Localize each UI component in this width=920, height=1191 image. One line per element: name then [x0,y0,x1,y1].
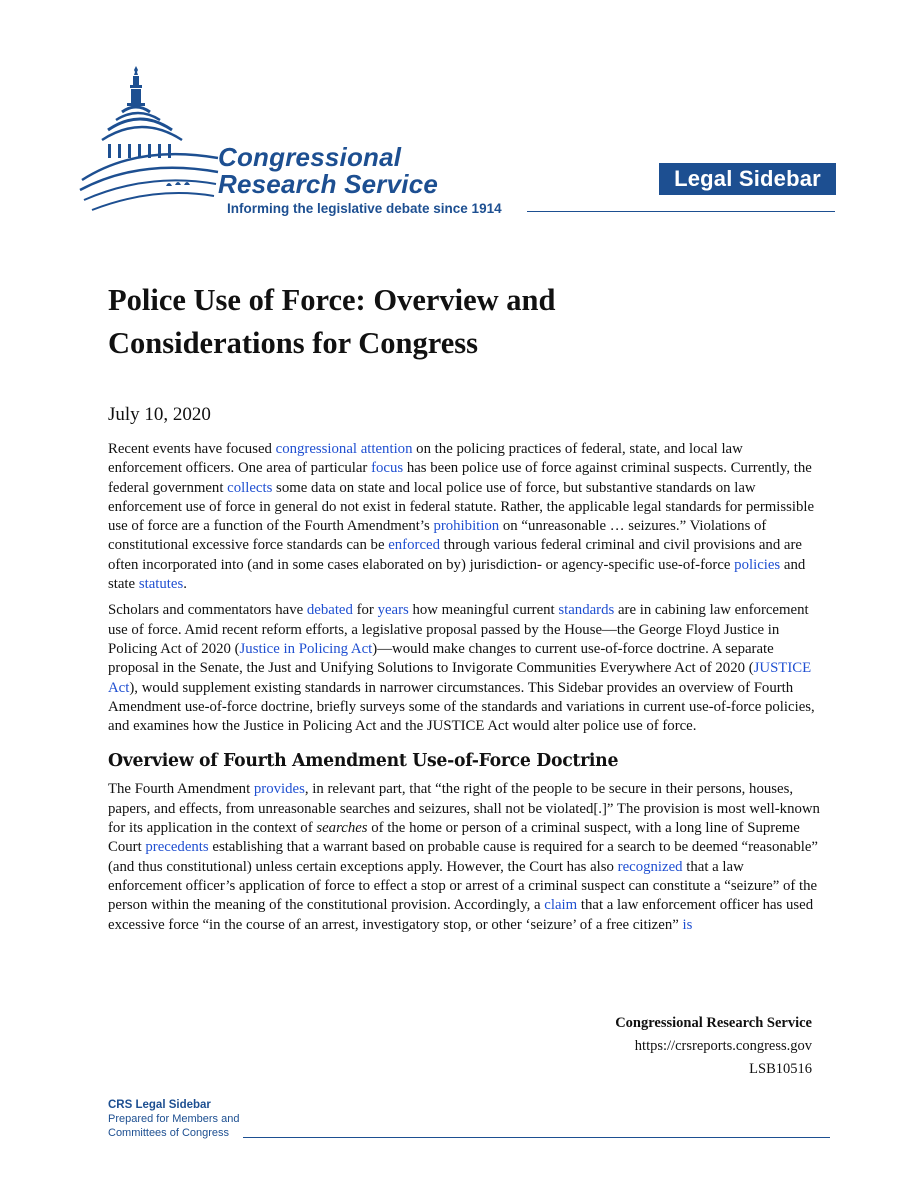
link-collects[interactable]: collects [227,479,273,496]
text-run: The Fourth Amendment [108,781,254,798]
footer-org: Congressional Research Service [615,1015,812,1031]
text-run: on “unreasonable … seizures.” Violations of constitutional excessive force standards can be [108,518,767,554]
footer-series-title: CRS Legal Sidebar [108,1099,211,1111]
link-precedents[interactable]: precedents [145,839,209,856]
link-statutes[interactable]: statutes [138,576,184,593]
link-standards[interactable]: standards [558,602,615,619]
link-justice-in-policing-act[interactable]: Justice in Policing Act [239,640,373,657]
text-run: has been police use of force against criminal suspects. Currently, the federal government [108,460,812,496]
paragraph-reform [108,601,820,736]
section-heading: Overview of Fourth Amendment Use-of-Force Doctrine [108,751,619,772]
org-name-line1: Congressional [218,142,402,172]
org-name-line2: Research Service [218,169,439,199]
link-years[interactable]: years [377,602,409,619]
footer-url[interactable]: https://crsreports.congress.gov [634,1038,812,1054]
link-focus[interactable]: focus [371,460,404,477]
text-run: , in relevant part, that “the right of the people to be secure in their persons, houses, papers, and effects, from unreasonable searches and seizures, shall not be violated[.]” The provision is most well-known for its application in the context of [108,781,820,837]
text-run: Scholars and commentators have [108,602,307,619]
text-run: how meaningful current [408,602,559,619]
crs-wordmark [218,144,438,197]
text-run: some data on state and local police use of force, but substantive standards on law enforcement use of force in general do not exist in federal statute. Rather, the applicable legal standards for permissible use of force are a function of the Fourth Amendment’s [108,479,815,535]
emphasis-searches: searches [316,820,368,837]
text-run: establishing that a warrant based on probable cause is required for a search to be deemed “reasonable” (and thus constitutional) unless certain exceptions apply. However, the Court has also [108,839,818,875]
text-run: for [352,602,378,619]
link-debated[interactable]: debated [306,602,353,619]
legal-sidebar-badge: Legal Sidebar [659,163,836,195]
text-run: of the home or person of a criminal suspect, with a long line of Supreme Court [108,820,800,856]
crs-tagline: Informing the legislative debate since 1914 [227,201,502,216]
text-run: ), would supplement existing standards in narrower circumstances. This Sidebar provides an overview of Fourth Amendment use-of-force doctrine, briefly surveys some of the standards and variations in current use-of-force policies, and examines how the Justice in Policing Act and the JUSTICE Act would alter police use of force. [108,679,815,735]
link-prohibition[interactable]: prohibition [433,518,500,535]
footer-series-label [108,1098,239,1140]
footer-citation [615,1012,812,1081]
link-provides[interactable]: provides [253,781,305,798]
footer-series-line3: Committees of Congress [108,1127,230,1139]
text-run: )—would make changes to current use-of-force doctrine. A separate proposal in the Senate, the Just and Unifying Solutions to Invigorate Communities Everywhere Act of 2020 ( [108,640,774,677]
text-run: on the policing practices of federal, state, and local law enforcement officers. One area of particular [108,441,743,477]
article-body [108,440,820,942]
text-run: are in cabining law enforcement use of force. Amid recent reform efforts, a legislative proposal passed by the House—the George Floyd Justice in Policing Act of 2020 ( [108,602,809,657]
footer-series-line2: Prepared for Members and [108,1113,240,1125]
capitol-dome-icon [78,62,228,222]
paragraph-intro [108,440,820,594]
text-run: . [183,576,187,593]
text-run: that a law enforcement officer’s application of force to effect a stop or arrest of a criminal suspect can constitute a “seizure” of the person within the meaning of the constitutional provision. Accordingly, a [108,858,818,914]
link-is[interactable]: is [682,916,693,933]
text-run: Recent events have focused [108,441,276,457]
paragraph-fourth-amendment [108,780,820,934]
report-id: LSB10516 [749,1061,812,1077]
text-run: through various federal criminal and civil provisions and are often incorporated into (and in some cases elaborated on by) jurisdiction- or agency-specific use-of-force [108,537,802,573]
text-run: that a law enforcement officer has used excessive force “in the course of an arrest, investigatory stop, or other ‘seizure’ of a free citizen” [108,897,814,933]
publication-date: July 10, 2020 [108,404,211,425]
link-recognized[interactable]: recognized [617,858,683,875]
link-enforced[interactable]: enforced [388,537,440,554]
text-run: and state [108,556,806,593]
link-policies[interactable]: policies [734,556,781,573]
page-title: Police Use of Force: Overview and Considerations for Congress [108,283,556,360]
link-claim[interactable]: claim [544,897,578,914]
link-justice-act[interactable]: JUSTICE Act [108,660,812,696]
masthead-divider [527,211,835,212]
link-congressional-attention[interactable]: congressional attention [275,441,413,457]
footer-divider [243,1137,830,1138]
